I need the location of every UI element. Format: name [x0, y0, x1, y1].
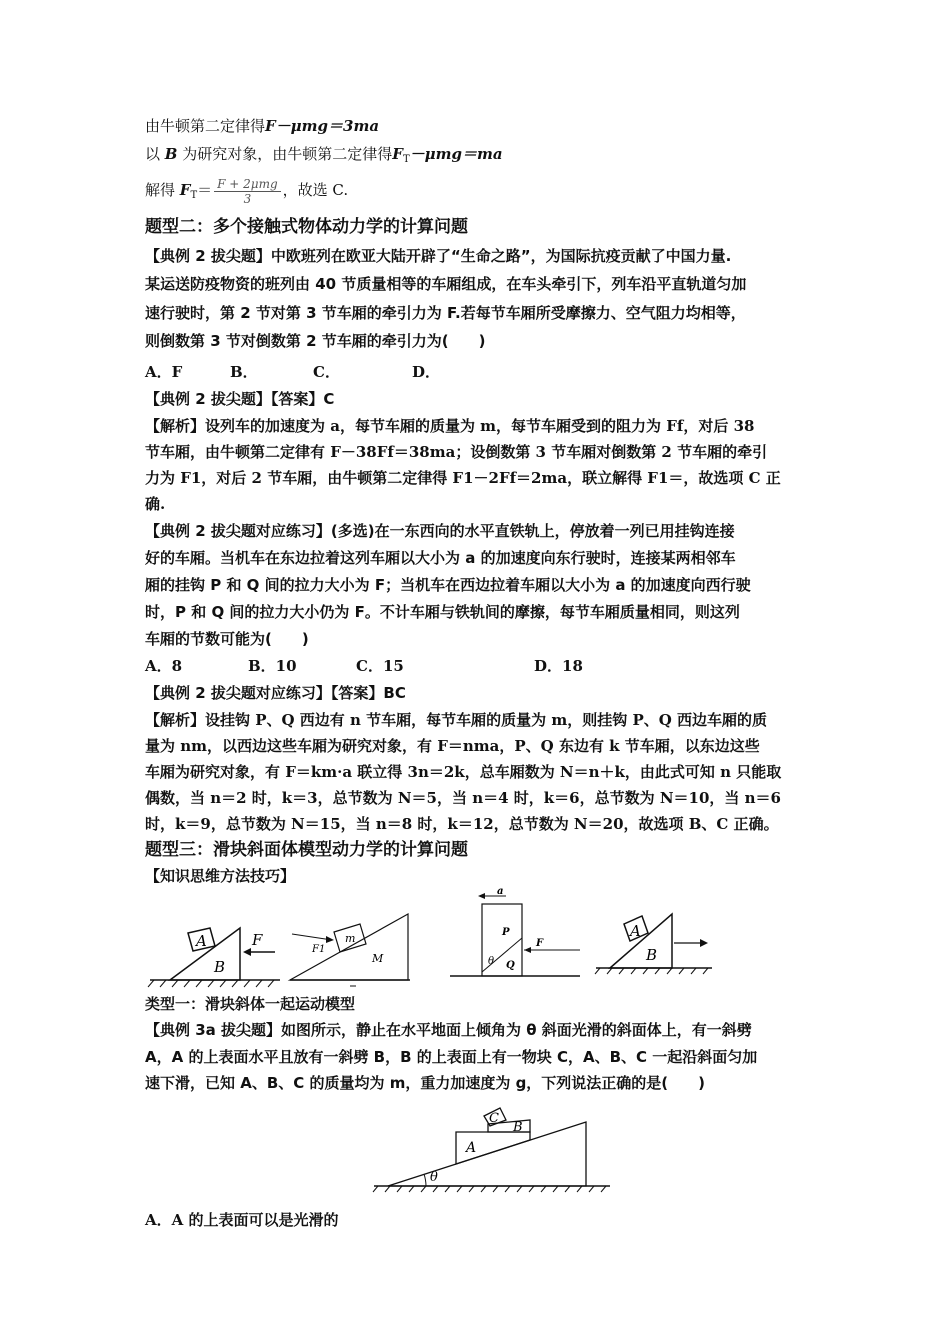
question-3a-line: 速下滑，已知 A、B、C 的质量均为 m，重力加速度为 g，下列说法正确的是( ) — [145, 1074, 706, 1092]
practice-answer: 【典例 2 拔尖题对应练习】【答案】BC — [145, 684, 406, 702]
label-f1: F1 — [312, 944, 326, 955]
label-q: Q — [506, 960, 515, 971]
label-m: m — [345, 932, 356, 945]
label-p: P — [502, 927, 510, 938]
solution-line-1: 由牛顿第二定律得F－μmg＝3ma — [145, 117, 380, 135]
label-theta-3: θ — [488, 956, 495, 967]
analysis-line: 力为 F1，对后 2 节车厢，由牛顿第二定律得 F1－2Ff＝2ma，联立解得 F1＝，故选项 C 正 — [145, 469, 781, 487]
question-2-line: 某运送防疫物资的班列由 40 节质量相等的车厢组成，在车头牵引下，列车沿平直轨道匀加 — [145, 275, 747, 293]
section-2-title: 题型二：多个接触式物体动力学的计算问题 — [145, 217, 468, 237]
analysis-line: 【解析】设列车的加速度为 a，每节车厢的质量为 m，每节车厢受到的阻力为 Ff，对后 38 — [145, 417, 755, 435]
label-b-4: B — [646, 946, 658, 964]
figure-3 — [450, 888, 580, 976]
label-a-4: A — [630, 922, 641, 940]
practice-analysis-line: 量为 nm，以西边这些车厢为研究对象，有 F＝nma，P、Q 东边有 k 节车厢，以东边这些 — [145, 737, 760, 755]
practice-option-a: A．8 — [145, 657, 183, 675]
label-b: B — [214, 958, 226, 976]
option-3a-a: A．A 的上表面可以是光滑的 — [145, 1211, 339, 1229]
label-a: A — [196, 932, 207, 950]
practice-analysis-line: 时，k＝9，总节数为 N＝15，当 n＝8 时，k＝12，总节数为 N＝20，故选项 B、C 正确。 — [145, 815, 779, 833]
solution-line-3: 解得 $F_T=$ $\frac{\text{F + 2μmg}}{3}$ ，故选 C. — [145, 176, 349, 206]
fraction: $\frac{\text{F + 2μmg}}{3}$ — [214, 177, 281, 206]
option-d: D． — [412, 363, 441, 381]
practice-option-d: D．18 — [534, 657, 583, 675]
solution-line-2: 以 B 为研究对象，由牛顿第二定律得$F_T-\mu mg=ma$ — [145, 145, 503, 165]
practice-line: 厢的挂钩 P 和 Q 间的拉力大小为 F；当机车在西边拉着车厢以大小为 a 的加速度向西行驶 — [145, 576, 751, 594]
analysis-line: 确. — [145, 495, 166, 513]
method-figures — [140, 888, 720, 994]
practice-option-c: C．15 — [356, 657, 404, 675]
practice-analysis-line: 偶数，当 n＝2 时，k＝3，总节数为 N＝5，当 n＝4 时，k＝6，总节数为 N＝10，当 n＝6 — [145, 789, 781, 807]
section-3-subtitle: 【知识思维方法技巧】 — [145, 867, 296, 885]
question-2-line: 则倒数第 3 节对倒数第 2 节车厢的牵引力为( ) — [145, 332, 486, 350]
question-2-line: 速行驶时，第 2 节对第 3 节车厢的牵引力为 F.若每节车厢所受摩擦力、空气阻力均相等， — [145, 304, 746, 322]
label-f: F — [252, 931, 263, 949]
section-3-title: 题型三：滑块斜面体模型动力学的计算问题 — [145, 840, 468, 860]
practice-line: 好的车厢。当机车在东边拉着这列车厢以大小为 a 的加速度向东行驶时，连接某两相邻车 — [145, 549, 736, 567]
option-c: C． — [313, 363, 340, 381]
label-a-5: A — [466, 1140, 477, 1156]
incline-figure — [370, 1098, 615, 1196]
analysis-line: 节车厢，由牛顿第二定律有 F－38Ff＝38ma；设倒数第 3 节车厢对倒数第 2 节车厢的牵引 — [145, 443, 768, 461]
type-1-title: 类型一：滑块斜体一起运动模型 — [145, 995, 356, 1013]
practice-option-b: B．10 — [248, 657, 297, 675]
option-a: A．F — [145, 363, 183, 381]
label-accel: a — [497, 888, 504, 897]
figure-2 — [290, 914, 410, 986]
label-force: F — [536, 938, 544, 949]
question-3a-line: A，A 的上表面水平且放有一斜劈 B，B 的上表面上有一物块 C，A、B、C 一起沿斜面匀加 — [145, 1048, 758, 1066]
label-b-5: B — [513, 1120, 523, 1135]
practice-line: 车厢的节数可能为( ) — [145, 630, 309, 648]
practice-line: 【典例 2 拔尖题对应练习】(多选)在一东西向的水平直铁轨上，停放着一列已用挂钩连接 — [145, 522, 735, 540]
label-theta: θ — [430, 1170, 438, 1185]
option-b: B． — [230, 363, 258, 381]
question-3a-line: 【典例 3a 拔尖题】如图所示，静止在水平地面上倾角为 θ 斜面光滑的斜面体上，有一斜劈 — [145, 1021, 752, 1039]
practice-line: 时，P 和 Q 间的拉力大小仍为 F。不计车厢与铁轨间的摩擦，每节车厢质量相同，则这列 — [145, 603, 740, 621]
label-big-m: M — [372, 952, 384, 965]
practice-analysis-line: 车厢为研究对象，有 F＝km·a 联立得 3n＝2k，总车厢数为 N＝n＋k，由此式可知 n 只能取 — [145, 763, 782, 781]
practice-analysis-line: 【解析】设挂钩 P、Q 西边有 n 节车厢，每节车厢的质量为 m，则挂钩 P、Q 西边车厢的质 — [145, 711, 768, 729]
figure-1 — [148, 928, 280, 987]
figure-4 — [595, 914, 712, 974]
question-2-line: 【典例 2 拔尖题】中欧班列在欧亚大陆开辟了“生命之路”，为国际抗疫贡献了中国力量. — [145, 247, 732, 265]
answer-line: 【典例 2 拔尖题】【答案】C — [145, 390, 335, 408]
label-c: C — [489, 1111, 499, 1126]
